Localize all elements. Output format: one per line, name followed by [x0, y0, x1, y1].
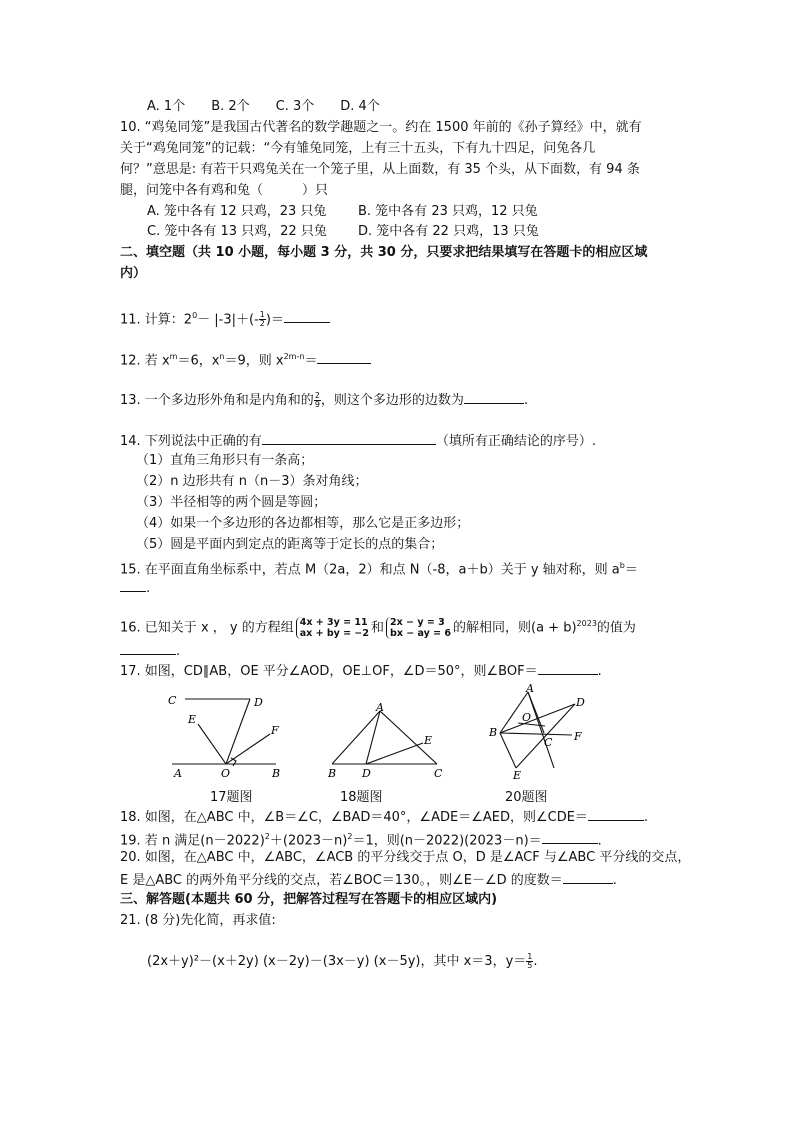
label-f: F	[574, 730, 582, 743]
label-b: B	[272, 767, 281, 780]
figure-17	[168, 690, 288, 782]
label-c: C	[434, 767, 443, 780]
label-o: O	[221, 767, 231, 780]
label-d: D	[254, 696, 263, 709]
q14-item: （2）n 边形共有 n（n－3）条对角线；	[136, 474, 368, 489]
question-18: 18. 如图，在△ABC 中，∠B＝∠C，∠BAD＝40°，∠ADE＝∠AED，则∠CDE＝ .	[120, 806, 648, 828]
figure-20	[480, 684, 594, 784]
label-a: A	[376, 701, 384, 714]
caption-fig20: 20题图	[505, 790, 548, 805]
q14-item: （1）直角三角形只有一条高；	[136, 453, 314, 468]
caption-fig18: 18题图	[340, 790, 383, 805]
label-c: C	[544, 736, 553, 749]
figure-18	[322, 700, 446, 780]
question-15-cont: .	[120, 577, 150, 599]
q10-line3: 何？”意思是: 有若干只鸡兔关在一个笼子里，从上面数，有 35 个头，从下面数，有 94 条	[120, 162, 640, 177]
question-20-cont: E 是△ABC 的两外角平分线的交点，若∠BOC＝130。，则∠E－∠D 的度数＝ .	[120, 869, 617, 891]
question-16-cont: .	[120, 640, 180, 662]
q14-item: （5）圆是平面内到定点的距离等于定长的点的集合；	[136, 537, 444, 552]
answer-blank	[542, 829, 598, 844]
q10-option-d: D. 笼中各有 22 只鸡，13 只兔	[358, 224, 539, 239]
q10-option-b: B. 笼中各有 23 只鸡，12 只兔	[358, 204, 538, 219]
label-a: A	[174, 767, 182, 780]
label-o: O	[522, 711, 532, 724]
q10-option-a: A. 笼中各有 12 只鸡，23 只兔	[147, 204, 327, 219]
label-d: D	[362, 767, 371, 780]
q9-options: A. 1个 B. 2个 C. 3个 D. 4个	[147, 99, 380, 114]
label-f: F	[271, 724, 279, 737]
label-e: E	[188, 713, 197, 726]
label-b: B	[489, 726, 498, 739]
label-e: E	[513, 769, 522, 782]
question-19: 19. 若 n 满足$(n-2022)^2+(2023-n)^2=1$，则(n－2022)(2023－n)＝ .	[120, 827, 602, 851]
question-21: 21. (8 分)先化简，再求值:	[120, 913, 276, 928]
answer-blank	[284, 308, 330, 323]
question-16: 16. 已知关于 x ， y 的方程组 4x + 3y = 11 ax + by = −2 和 2x − y = 3 bx − ay = 6 的解相同，则$(a + b)^{2023}$的值为	[120, 616, 636, 639]
section3-heading: 三、解答题(本题共 60 分，把解答过程写在答题卡的相应区域内)	[120, 892, 498, 907]
answer-blank	[262, 430, 436, 445]
section2-heading: 二、填空题（共 10 小题，每小题 3 分，共 30 分，只要求把结果填写在答题卡的相应区域	[120, 245, 648, 260]
equation-system-2: 2x − y = 3 bx − ay = 6	[386, 617, 451, 639]
q14-item: （4）如果一个多边形的各边都相等，那么它是正多边形；	[136, 516, 470, 531]
question-15: 15. 在平面直角坐标系中，若点 M（2a，2）和点 N（-8，a＋b）关于 y 轴对称，则 $a^b=$	[120, 561, 638, 578]
q14-item: （3）半径相等的两个圆是等圆；	[136, 495, 327, 510]
q10-line2: 关于“鸡兔同笼”的记载：“今有雏兔同笼，上有三十五头，下有九十四足，问兔各几	[120, 141, 596, 156]
question-13: 13. 一个多边形外角和是内角和的 $\frac{2}{9}$ ，则这个多边形的边数为 .	[120, 391, 529, 409]
q10-option-c: C. 笼中各有 13 只鸡，22 只兔	[147, 224, 327, 239]
caption-fig17: 17题图	[210, 790, 253, 805]
question-21-expression: (2x＋y)²－(x＋2y) (x－2y)－(3x－y) (x－5y)，其中 x＝3，y＝ $\frac{1}{5}$ .	[147, 952, 538, 970]
answer-blank	[563, 869, 613, 884]
label-b: B	[328, 767, 337, 780]
question-17: 17. 如图，CD∥AB，OE 平分∠AOD，OE⊥OF，∠D＝50°，则∠BOF＝ .	[120, 660, 602, 682]
question-11: 11. 计算：$2^0- |-3|+(-$ $\frac{1}{2}$ )＝	[120, 306, 330, 330]
section2-heading-cont: 内）	[120, 266, 147, 281]
question-14: 14. 下列说法中正确的有 （填所有正确结论的序号）.	[120, 430, 596, 452]
question-12: 12. 若 $x^m=6$，$x^n=9$，则 $x^{2m-n}=$	[120, 347, 371, 371]
q10-line1: 10. “鸡兔同笼”是我国古代著名的数学趣题之一。约在 1500 年前的《孙子算经》中，就有	[120, 120, 642, 135]
answer-blank	[464, 389, 524, 404]
answer-blank	[588, 806, 644, 821]
question-20: 20. 如图，在△ABC 中，∠ABC，∠ACB 的平分线交于点 O，D 是∠ACF 与∠ABC 平分线的交点，	[120, 850, 691, 865]
answer-blank	[120, 640, 176, 655]
label-c: C	[168, 694, 177, 707]
answer-blank	[120, 577, 146, 592]
label-a: A	[526, 684, 534, 695]
answer-blank	[538, 660, 598, 675]
equation-system-1: 4x + 3y = 11 ax + by = −2	[296, 617, 369, 639]
label-d: D	[576, 696, 585, 709]
q10-line4: 腿，问笼中各有鸡和兔（ ）只	[120, 183, 329, 198]
answer-blank	[317, 349, 371, 364]
label-e: E	[424, 734, 433, 747]
